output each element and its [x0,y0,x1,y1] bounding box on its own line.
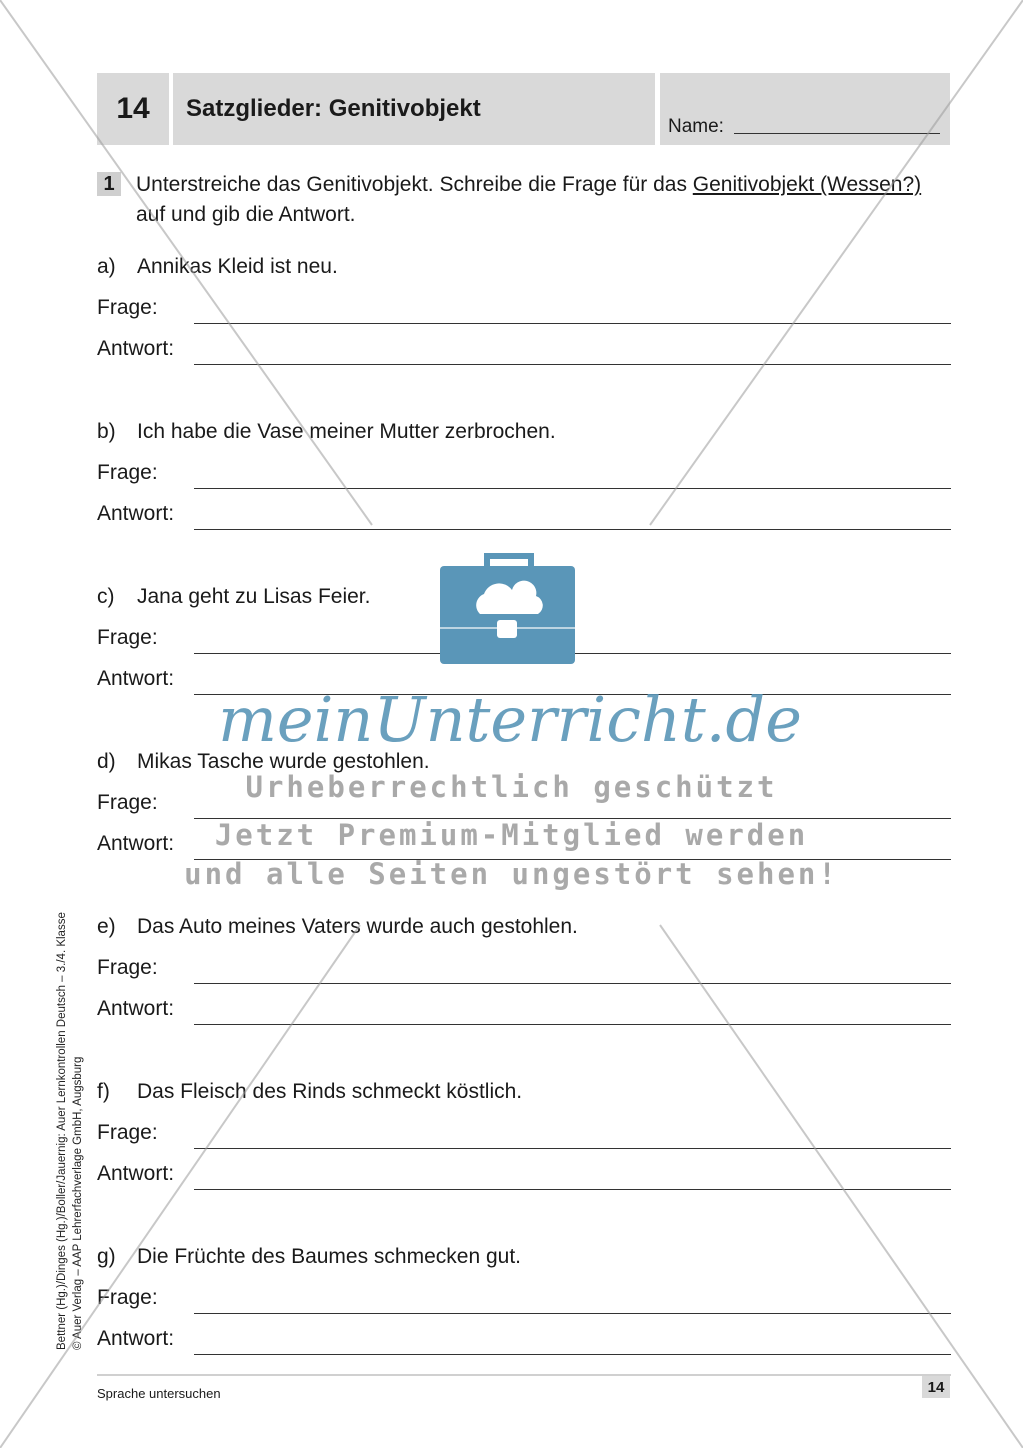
answer-row [97,1327,951,1357]
copyright-line-2: © Auer Verlag – AAP Lehrerfachverlage GmbH, Augsburg [72,1056,84,1350]
exercise-letter: f) [97,1080,110,1103]
footer-section: Sprache untersuchen [97,1386,221,1401]
exercise-text: Annikas Kleid ist neu. [137,255,338,278]
answer-label: Antwort: [97,667,175,690]
exercise-a [97,255,951,385]
answer-row [97,502,951,532]
question-label: Frage: [97,461,158,484]
exercise-text: Mikas Tasche wurde gestohlen. [137,750,430,773]
exercise-sentence [97,1245,521,1269]
exercise-letter: c) [97,585,115,608]
question-answer-line[interactable] [194,653,951,654]
question-label: Frage: [97,1286,158,1309]
answer-line[interactable] [194,1189,951,1190]
watermark-view: und alle Seiten ungestört sehen! [184,857,839,891]
exercise-b [97,420,951,550]
answer-line[interactable] [194,1024,951,1025]
answer-label: Antwort: [97,1162,175,1185]
answer-row [97,1162,951,1192]
exercise-letter: b) [97,420,116,443]
exercise-text: Das Auto meines Vaters wurde auch gestohlen. [137,915,578,938]
question-label: Frage: [97,296,158,319]
question-row [97,626,951,656]
question-answer-line[interactable] [194,983,951,984]
answer-label: Antwort: [97,337,175,360]
question-answer-line[interactable] [194,1313,951,1314]
answer-row [97,997,951,1027]
answer-label: Antwort: [97,832,175,855]
watermark-premium: Jetzt Premium-Mitglied werden [214,818,809,852]
answer-line[interactable] [194,529,951,530]
exercise-letter: a) [97,255,116,278]
exercise-letter: e) [97,915,116,938]
question-row [97,1286,951,1316]
question-row [97,1121,951,1151]
answer-row [97,337,951,367]
exercise-sentence [97,255,338,279]
exercise-letter: d) [97,750,116,773]
question-row [97,956,951,986]
question-answer-line[interactable] [194,1148,951,1149]
exercise-text: Jana geht zu Lisas Feier. [137,585,371,608]
question-label: Frage: [97,956,158,979]
exercise-text: Die Früchte des Baumes schmecken gut. [137,1245,522,1268]
question-answer-line[interactable] [194,488,951,489]
answer-line[interactable] [194,1354,951,1355]
question-answer-line[interactable] [194,323,951,324]
exercise-sentence [97,915,578,939]
question-label: Frage: [97,1121,158,1144]
task-instruction [136,170,936,230]
footer-divider [97,1374,951,1376]
exercise-e [97,915,951,1045]
task-text-part1: Unterstreiche das Genitivobjekt. Schreibe die Frage für das [136,173,693,196]
worksheet-number: 14 [97,73,169,145]
page-number: 14 [922,1376,950,1398]
exercise-f [97,1080,951,1210]
task-number: 1 [97,172,121,196]
answer-label: Antwort: [97,502,175,525]
exercise-text: Ich habe die Vase meiner Mutter zerbrochen. [137,420,556,443]
watermark-logo: meinUnterricht.de [218,683,802,756]
watermark-copyright: Urheberrechtlich geschützt [245,770,778,804]
question-label: Frage: [97,791,158,814]
question-label: Frage: [97,626,158,649]
answer-label: Antwort: [97,997,175,1020]
question-row [97,461,951,491]
name-line [734,133,940,134]
exercise-sentence [97,1080,522,1104]
name-label: Name: [668,116,724,137]
copyright-line-1: Bettner (Hg.)/Dinges (Hg.)/Boller/Jauernig: Auer Lernkontrollen Deutsch – 3./4. Klasse [56,912,68,1350]
exercise-text: Das Fleisch des Rinds schmeckt köstlich. [137,1080,523,1103]
question-row [97,296,951,326]
worksheet-title: Satzglieder: Genitivobjekt [173,73,655,145]
answer-label: Antwort: [97,1327,175,1350]
exercise-sentence [97,585,370,609]
exercise-g [97,1245,951,1375]
task-text-underlined: Genitivobjekt (Wessen?) [692,173,922,196]
exercise-letter: g) [97,1245,116,1268]
answer-line[interactable] [194,364,951,365]
name-field [660,73,950,145]
task-text-part2: auf und gib die Antwort. [136,203,356,226]
exercise-sentence [97,420,556,444]
